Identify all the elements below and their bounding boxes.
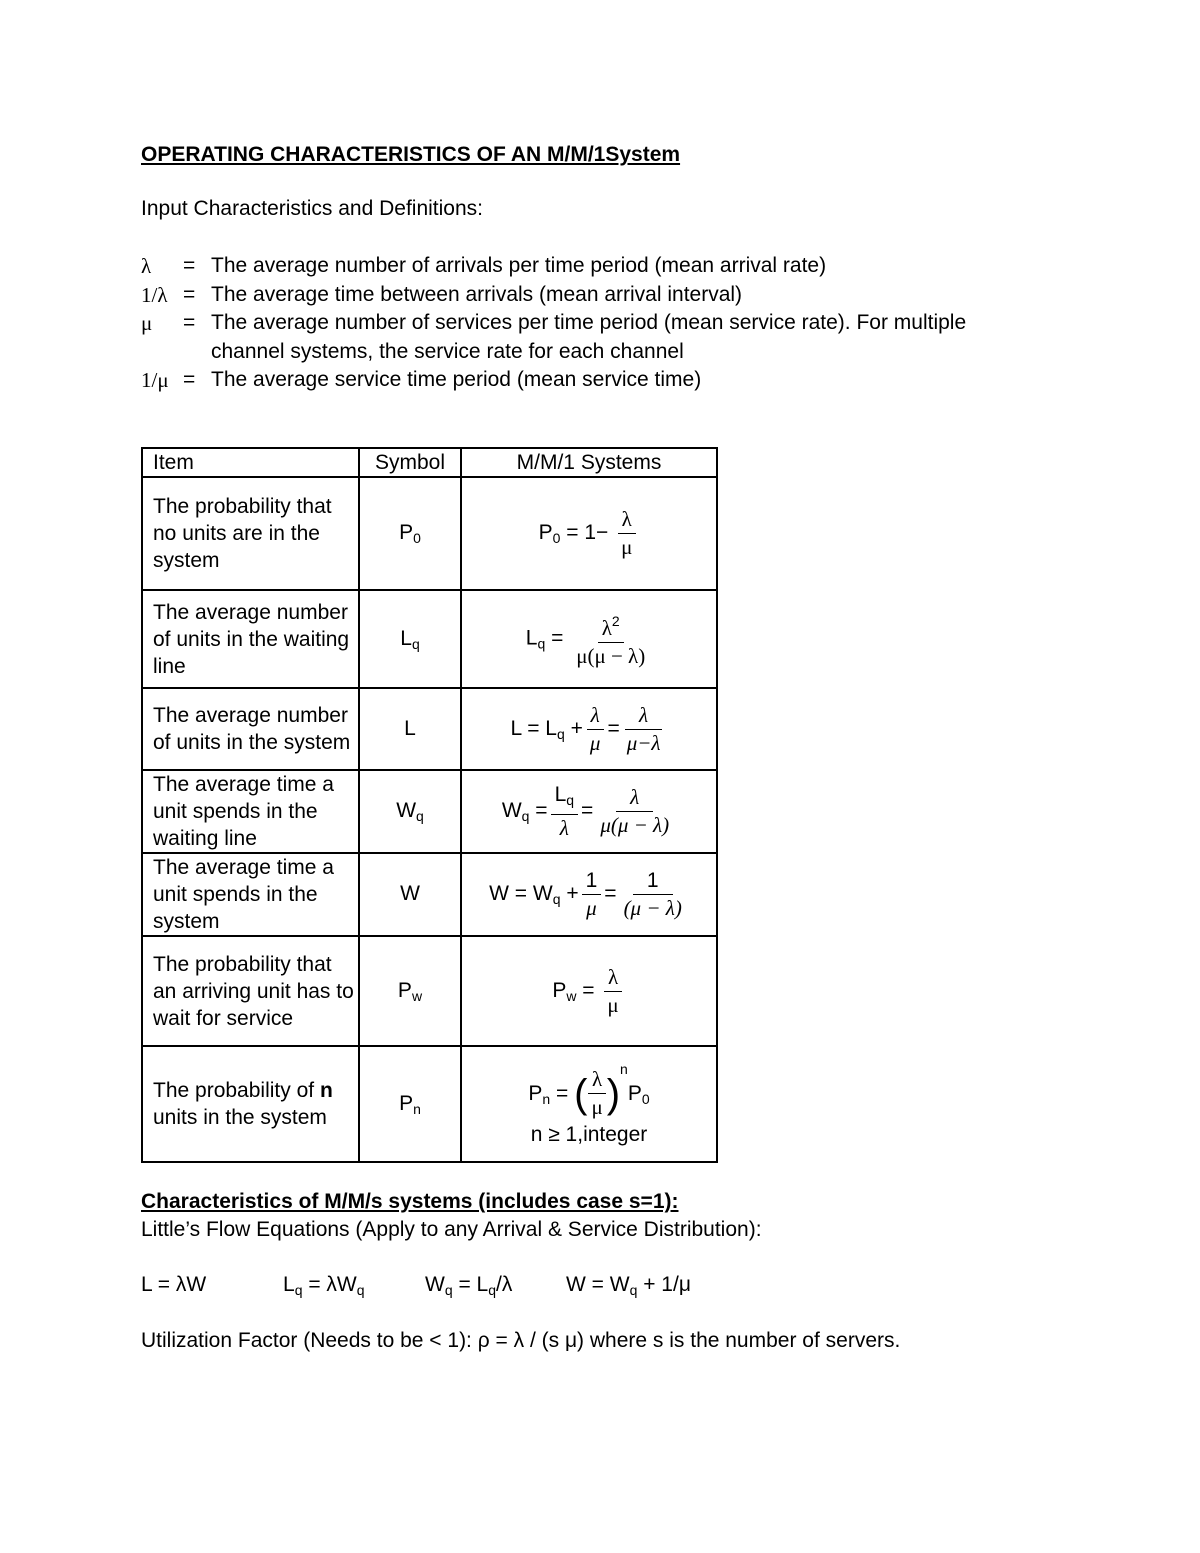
page-title: OPERATING CHARACTERISTICS OF AN M/M/1System — [141, 143, 681, 166]
fraction-numerator: λ — [587, 702, 604, 730]
fraction — [572, 608, 649, 670]
fraction — [551, 781, 578, 842]
numerator-sub: q — [566, 792, 575, 808]
symbol-base: P — [399, 1091, 414, 1115]
definition-text: The average service time period (mean service time) — [211, 368, 702, 391]
formula-lhs: W — [501, 799, 522, 823]
definition-equals: = — [183, 282, 196, 306]
row-symbol — [359, 770, 461, 853]
symbol-sub: w — [411, 987, 423, 1004]
row-symbol — [359, 688, 461, 770]
row-item: The average time a unit spends in the waiting line — [142, 770, 359, 853]
little-eq-4 — [566, 1273, 691, 1298]
fraction — [620, 867, 686, 922]
little-equations — [141, 1273, 691, 1298]
symbol-sub: q — [416, 808, 424, 824]
formula-wq — [461, 770, 717, 853]
fraction-numerator: λ — [618, 506, 636, 534]
formula-rhs-sub: 0 — [641, 1090, 650, 1107]
header-symbol: Symbol — [359, 448, 461, 477]
numerator-base: L — [554, 783, 567, 806]
fraction-numerator — [598, 608, 624, 643]
eq-sub: q — [488, 1282, 497, 1298]
row-symbol — [359, 936, 461, 1046]
formula-rhs: P — [627, 1081, 642, 1105]
little-eq-1: L = λW — [141, 1273, 207, 1296]
row-item: The average number of units in the system — [142, 688, 359, 770]
formula-eq: = — [535, 799, 548, 823]
numerator-exponent: 2 — [611, 613, 620, 629]
definition-text: The average number of arrivals per time period (mean arrival rate) — [211, 254, 827, 277]
definition-equals: = — [183, 254, 196, 277]
formula-pn — [461, 1046, 717, 1162]
symbol-base: W — [396, 799, 417, 822]
formula-lq — [461, 590, 717, 688]
formula-lhs: L — [525, 626, 538, 650]
table-header-row — [142, 448, 717, 477]
formula-pn-expr — [462, 1061, 716, 1122]
formula-plus: + — [570, 716, 583, 740]
definition-symbol: μ — [141, 311, 153, 335]
definition-text: The average time between arrivals (mean arrival interval) — [211, 282, 743, 306]
eq-part: L — [283, 1273, 295, 1296]
fraction-numerator: 1 — [633, 867, 673, 895]
formula-lhs-sub: q — [537, 635, 546, 652]
header-systems: M/M/1 Systems — [461, 448, 717, 477]
definition-equals: = — [183, 368, 196, 391]
row-symbol — [359, 853, 461, 936]
eq-sub: q — [629, 1282, 638, 1298]
eq-part: = λW — [302, 1273, 357, 1296]
formula-lhs: P — [528, 1081, 543, 1105]
fraction-denominator: μ — [586, 896, 597, 920]
formula-lhs-sub: n — [542, 1090, 551, 1107]
table-row — [142, 590, 717, 688]
formula-lhs: P — [538, 521, 553, 545]
fraction-numerator: λ — [588, 1066, 606, 1094]
fraction-denominator: μ — [621, 535, 633, 559]
symbol-sub: n — [413, 1100, 421, 1117]
formula-plus: + — [566, 882, 579, 906]
utilization-factor: Utilization Factor (Needs to be < 1): ρ = λ / (s μ) where s is the number of servers. — [141, 1329, 901, 1352]
row-item: The probability that an arriving unit has to wait for service — [142, 936, 359, 1046]
definition-text: The average number of services per time period (mean service rate). For multiple channel systems, the service rate for each channel — [211, 311, 967, 363]
formula-lhs-sub: q — [552, 891, 561, 908]
fraction-denominator: (μ − λ) — [623, 896, 682, 920]
formula-lhs: W = W — [489, 882, 553, 906]
formula-eq2: = — [581, 799, 594, 823]
formula-lhs-sub: q — [556, 725, 565, 742]
definition-mu — [141, 309, 1011, 366]
formula-p0 — [461, 477, 717, 590]
symbol-sub: q — [411, 635, 420, 652]
fraction-denominator: μ — [589, 730, 601, 755]
fraction-denominator: μ(μ − λ) — [600, 813, 670, 837]
formula-eq: = — [607, 716, 620, 740]
formula-eq: = 1− — [566, 521, 609, 545]
definition-symbol: λ — [141, 254, 152, 278]
eq-part: W = W — [566, 1273, 630, 1296]
formula-lhs-sub: 0 — [552, 530, 561, 547]
row-item: The probability that no units are in the system — [142, 477, 359, 590]
mms-heading: Characteristics of M/M/s systems (includes case s=1): — [141, 1190, 679, 1213]
fraction-denominator: μ(μ − λ) — [576, 644, 646, 668]
fraction-numerator: λ — [625, 702, 662, 730]
formula-eq: = — [604, 882, 617, 906]
formula-lhs: P — [552, 978, 567, 1002]
little-eq-3 — [425, 1273, 566, 1298]
formula-pw — [461, 936, 717, 1046]
table-row — [142, 936, 717, 1046]
fraction-numerator: λ — [616, 784, 653, 812]
fraction — [617, 506, 636, 561]
symbol-base: P — [399, 521, 414, 544]
formula-l — [461, 688, 717, 770]
fraction — [603, 964, 622, 1019]
eq-part: /λ — [496, 1273, 513, 1296]
numerator-base: λ — [601, 616, 612, 640]
formula-lhs: L = L — [510, 716, 557, 740]
fraction-numerator — [551, 781, 578, 815]
definition-equals: = — [183, 311, 196, 334]
fraction — [596, 784, 673, 839]
operating-characteristics-table — [141, 447, 718, 1163]
definition-symbol: 1/μ — [141, 368, 169, 392]
paren-close: ) — [606, 1071, 621, 1116]
table-row — [142, 1046, 717, 1162]
symbol-base: L — [400, 626, 412, 650]
row-item-bold: n — [319, 1079, 333, 1102]
formula-condition: n ≥ 1,integer — [530, 1123, 648, 1147]
header-item: Item — [142, 448, 359, 477]
definition-lambda — [141, 252, 1011, 281]
formula-eq: = — [556, 1081, 569, 1105]
fraction-denominator: λ — [559, 816, 569, 840]
table-row — [142, 688, 717, 770]
formula-exponent: n — [620, 1060, 628, 1077]
eq-part: W — [425, 1273, 445, 1296]
symbol-base: W — [400, 882, 420, 905]
table-row — [142, 770, 717, 853]
fraction — [623, 702, 665, 757]
row-symbol — [359, 1046, 461, 1162]
eq-sub: q — [444, 1282, 453, 1298]
little-heading: Little’s Flow Equations (Apply to any Arrival & Service Distribution): — [141, 1218, 762, 1241]
definition-inv-mu — [141, 366, 1011, 395]
fraction-denominator: μ−λ — [626, 730, 661, 755]
symbol-sub: 0 — [413, 530, 421, 546]
row-item-text: The probability of — [153, 1079, 320, 1102]
table-row — [142, 853, 717, 936]
little-eq-2 — [283, 1273, 425, 1298]
table-row — [142, 477, 717, 590]
formula-eq: = — [551, 626, 564, 650]
row-item — [142, 1046, 359, 1162]
fraction-numerator: 1 — [582, 867, 602, 895]
eq-sub: q — [356, 1282, 365, 1298]
fraction-numerator: λ — [604, 964, 622, 992]
eq-part: = L — [452, 1273, 489, 1296]
input-heading: Input Characteristics and Definitions: — [141, 197, 483, 220]
definition-symbol: 1/λ — [141, 282, 168, 307]
formula-lhs-sub: w — [566, 987, 577, 1004]
fraction — [582, 867, 602, 922]
definitions-list — [141, 252, 1011, 395]
symbol-base: L — [404, 716, 416, 740]
fraction — [587, 1066, 606, 1121]
fraction — [586, 702, 605, 757]
fraction-denominator: μ — [591, 1095, 603, 1120]
paren-open: ( — [574, 1071, 588, 1116]
symbol-base: P — [397, 978, 412, 1002]
fraction-denominator: μ — [607, 992, 619, 1017]
eq-part: + 1/μ — [637, 1273, 691, 1296]
eq-sub: q — [294, 1282, 303, 1298]
row-item: The average number of units in the waiting line — [142, 590, 359, 688]
row-item-text: units in the system — [153, 1106, 327, 1129]
formula-lhs-sub: q — [521, 808, 530, 825]
row-symbol — [359, 590, 461, 688]
row-symbol — [359, 477, 461, 590]
formula-eq: = — [582, 978, 595, 1002]
formula-w — [461, 853, 717, 936]
definition-inv-lambda — [141, 281, 1011, 310]
row-item: The average time a unit spends in the system — [142, 853, 359, 936]
